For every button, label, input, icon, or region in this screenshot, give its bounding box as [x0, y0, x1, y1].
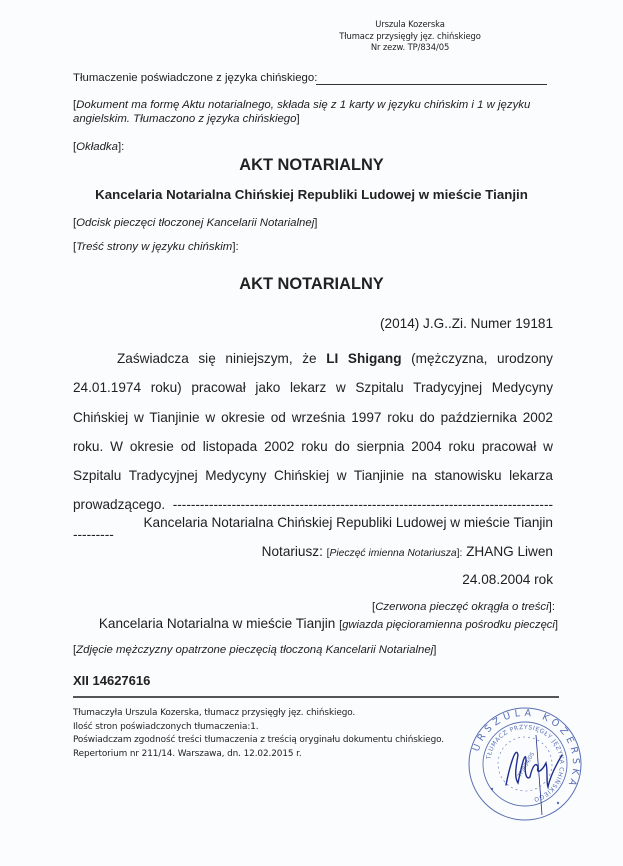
cover-title: AKT NOTARIALNY: [239, 156, 384, 174]
content-label: [Treść strony w języku chińskim]:: [73, 241, 239, 253]
translator-name: Urszula Kozerska: [375, 19, 445, 29]
footer-line-3: Poświadczam zgodność treści tłumaczenia z treścią oryginału dokumentu chińskiego.: [73, 735, 444, 746]
divider-rule: [73, 696, 559, 698]
body-paragraph: Zaświadcza się niniejszym, że LI Shigang (mężczyzna, urodzony 24.01.1974 roku) pracował jako lekarz w Szpitalu Tradycyjnej Medycyny Chińskiej w Tianjinie w okresie od września 1997 roku do października 2002 roku. W okresie od listopada 2002 roku do sierpnia 2004 roku pracował w Szpitalu Tradycyjnej Medycyny Chińskiej w Tianjinie na stanowisku lekarza prowadzącego. ---------------------------------------------------------------------------------------------: [73, 351, 553, 542]
photo-note: [Zdjęcie mężczyzny opatrzone pieczęcią tłoczoną Kancelarii Notarialnej]: [73, 644, 437, 656]
footer-line-2: Ilość stron poświadczonych tłumaczenia:1.: [73, 721, 259, 732]
red-seal-star-note: gwiazda pięcioramienna pośrodku pieczęci: [342, 619, 555, 631]
content-title: AKT NOTARIALNY: [239, 275, 384, 293]
svg-text:TŁUMACZ PRZYSIĘGŁY JĘZYKA CHIŃ: TŁUMACZ PRZYSIĘGŁY JĘZYKA CHIŃSKIEGO: [485, 723, 566, 803]
signature-office: Kancelaria Notarialna Chińskiej Republiki Ludowej w mieście Tianjin: [143, 515, 553, 530]
translator-role: Tłumacz przysięgły jęz. chińskiego: [339, 30, 481, 41]
translator-certification: [73, 707, 444, 761]
red-seal-note: [Czerwona pieczęć okrągła o treści]:: [372, 601, 555, 613]
notary-name: ZHANG Liwen: [466, 544, 553, 559]
red-seal-text: Kancelaria Notarialna w mieście Tianjin: [98, 616, 336, 631]
serial-number: XII 14627616: [73, 673, 151, 688]
svg-text:TP/834/05: TP/834/05: [517, 751, 537, 779]
person-name: LI Shigang: [326, 351, 402, 366]
translator-stamp-icon: [466, 705, 584, 823]
description-note: [Dokument ma formę Aktu notarialnego, składa się z 1 karty w języku chińskim i 1 w języku angielskim. Tłumaczono z języka chińskiego]: [73, 99, 531, 125]
translator-header: [300, 19, 520, 54]
cover-label: [Okładka]:: [73, 141, 125, 153]
notary-line: Notariusz: [Pieczęć imienna Notariusza]: ZHANG Liwen: [261, 544, 553, 559]
notary-date: 24.08.2004 rok: [462, 572, 553, 587]
footer-line-4: Repertorium nr 211/14. Warszawa, dn. 12.02.2015 r.: [73, 748, 302, 759]
cover-office: Kancelaria Notarialna Chińskiej Republiki Ludowej w mieście Tianjin: [95, 187, 528, 202]
footer-line-1: Tłumaczyła Urszula Kozerska, tłumacz przysięgły jęz. chińskiego.: [73, 708, 356, 718]
red-seal-line: Kancelaria Notarialna w mieście Tianjin [gwiazda pięcioramienna pośrodku pieczęci]: [98, 616, 558, 631]
notary-seal-note: Pieczęć imienna Notariusza: [329, 548, 457, 559]
act-number: (2014) J.G..Zi. Numer 19181: [379, 316, 553, 331]
svg-text:URSZULA KOZERSKA: URSZULA KOZERSKA: [470, 707, 582, 791]
cover-seal-note: [Odcisk pieczęci tłoczonej Kancelarii Notarialnej]: [73, 217, 318, 229]
certification-underline: [316, 84, 547, 85]
translator-license: Nr zezw. TP/834/05: [370, 42, 450, 52]
description-text: Dokument ma formę Aktu notarialnego, składa się z 1 karty w języku chińskim i 1 w języku angielskim. Tłumaczono z języka chińskiego: [73, 99, 531, 125]
certification-line: Tłumaczenie poświadczone z języka chińskiego:: [73, 72, 318, 84]
